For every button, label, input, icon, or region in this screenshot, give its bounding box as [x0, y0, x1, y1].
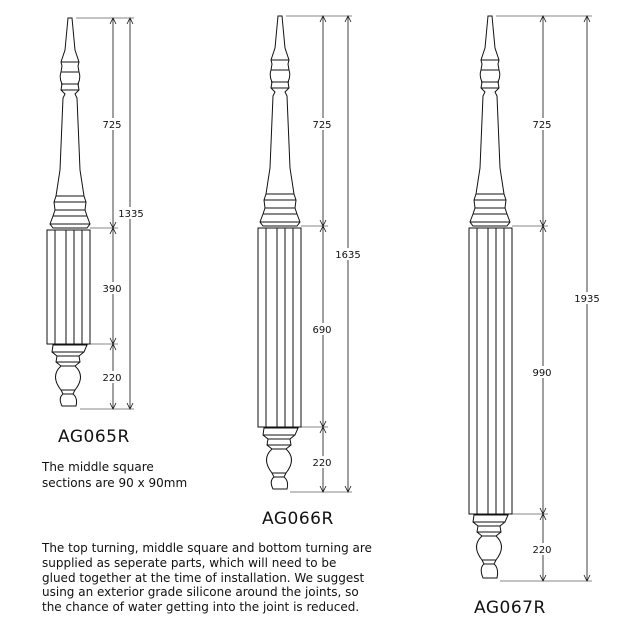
paragraph-line-5: the chance of water getting into the joint is reduced.	[42, 600, 360, 615]
bottom-turning-ag065r	[52, 345, 87, 406]
dim-middle-ag066r: 690	[312, 325, 332, 336]
paragraph-line-1: The top turning, middle square and bottom turning are	[42, 541, 372, 555]
dim-overall-ag066r: 1635	[335, 250, 361, 261]
paragraph-line-2: supplied as seperate parts, which will need to be	[42, 555, 337, 570]
dim-top-ag066r: 725	[312, 120, 332, 131]
middle-square-ag066r	[258, 228, 301, 427]
dim-middle-ag067r: 990	[532, 368, 552, 379]
installation-paragraph	[42, 541, 442, 615]
model-label-ag065r: AG065R	[58, 427, 130, 447]
dim-top-ag067r: 725	[532, 120, 552, 131]
dim-bottom-ag065r: 220	[102, 373, 122, 384]
bottom-turning-ag066r	[263, 428, 298, 489]
dim-overall-ag067r: 1935	[574, 294, 600, 305]
top-turning-ag067r	[470, 16, 510, 226]
middle-square-ag067r	[469, 228, 512, 514]
bottom-turning-ag067r	[473, 515, 508, 578]
square-section-note-line-1: The middle square	[42, 460, 154, 474]
top-turning-ag065r	[50, 18, 90, 228]
dim-overall-ag065r: 1335	[118, 209, 144, 220]
paragraph-line-4: using an exterior grade silicone around the joints, so	[42, 585, 359, 600]
dim-top-ag065r: 725	[102, 120, 122, 131]
square-section-note-line-2: sections are 90 x 90mm	[42, 476, 188, 490]
paragraph-line-3: glued together at the time of installation. We suggest	[42, 570, 365, 585]
dim-bottom-ag067r: 220	[532, 545, 552, 556]
dim-bottom-ag066r: 220	[312, 458, 332, 469]
dim-middle-ag065r: 390	[102, 284, 122, 295]
top-turning-ag066r	[260, 16, 300, 226]
model-label-ag066r: AG066R	[262, 509, 334, 529]
model-label-ag067r: AG067R	[474, 598, 546, 618]
middle-square-ag065r	[47, 230, 90, 344]
